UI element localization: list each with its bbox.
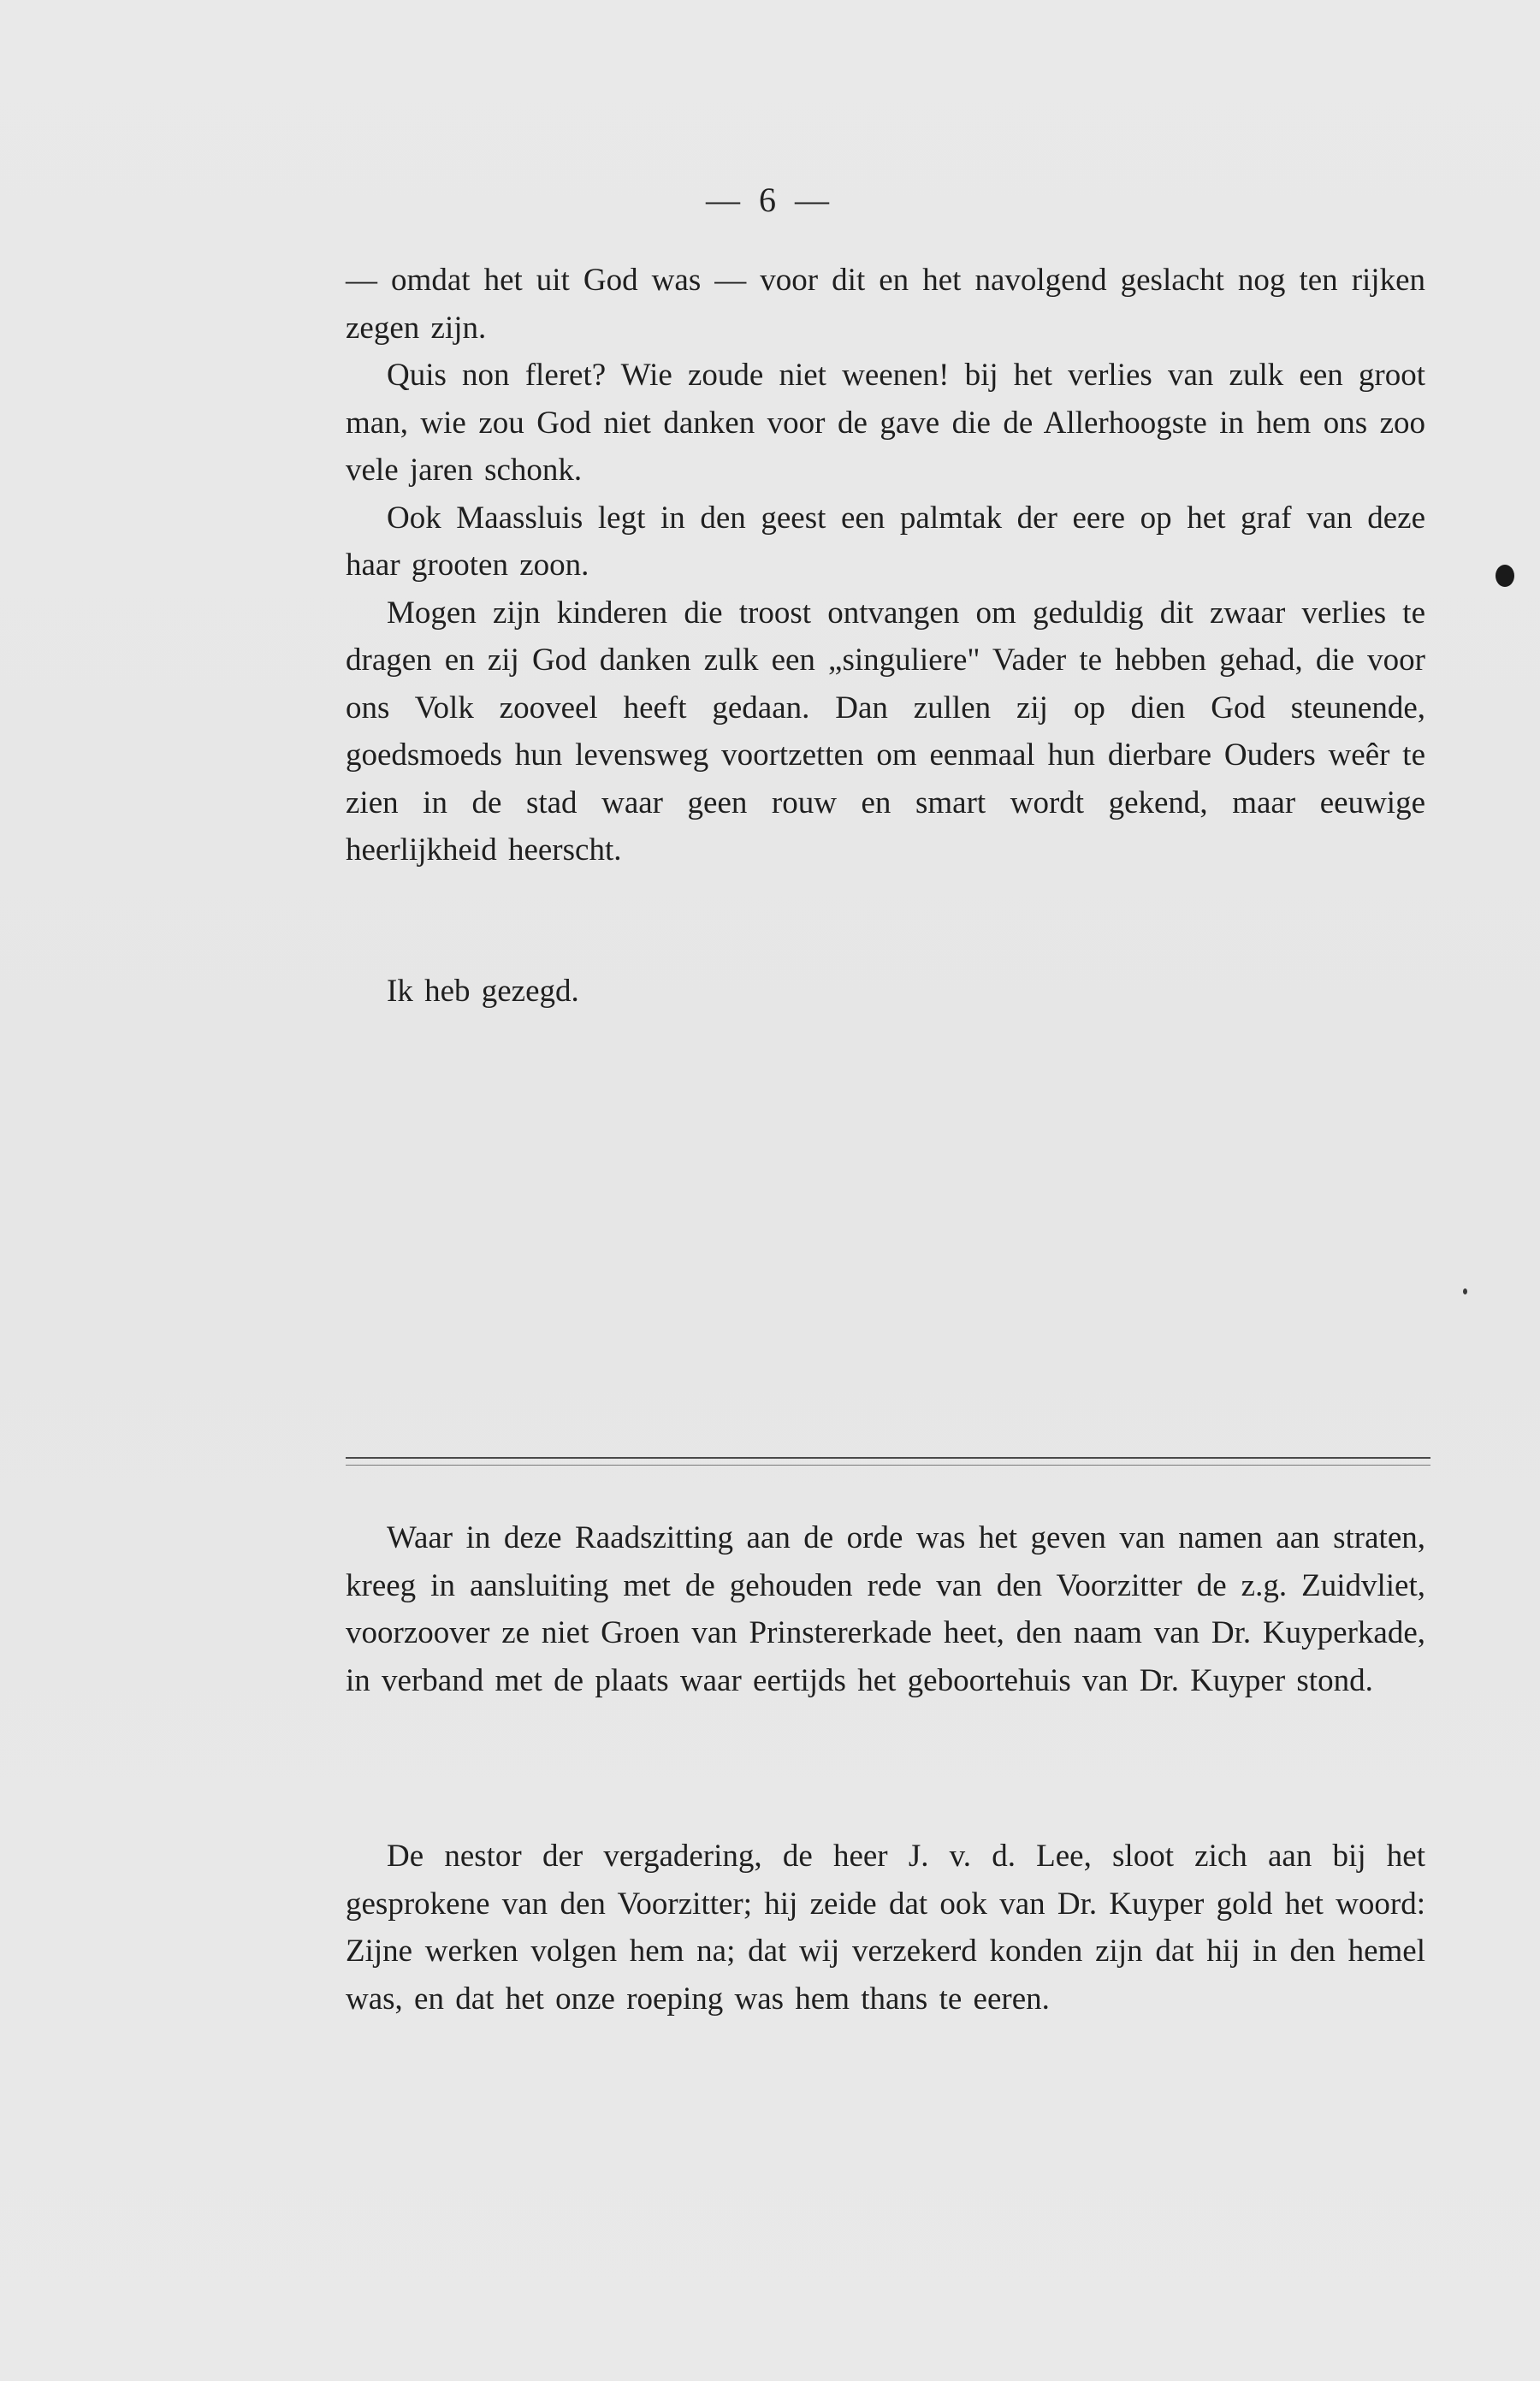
speech-text — [346, 257, 1425, 874]
paragraph: Ook Maassluis legt in den geest een palmtak der eere op het graf van deze haar grooten zoon. — [346, 500, 1425, 583]
council-report — [346, 1514, 1425, 1704]
ink-speck — [1463, 1288, 1467, 1294]
page-number: — 6 — — [706, 181, 834, 219]
ink-blot — [1496, 565, 1514, 587]
paragraph: Quis non fleret? Wie zoude niet weenen! bij het verlies van zulk een groot man, wie zou God niet danken voor de gave die de Allerhoogste in hem ons zoo vele jaren schonk. — [346, 358, 1425, 488]
closing-line: Ik heb gezegd. — [387, 974, 579, 1009]
paragraph: — omdat het uit God was — voor dit en het navolgend geslacht nog ten rijken zegen zijn. — [346, 263, 1425, 346]
section-divider-secondary — [346, 1465, 1430, 1466]
paragraph: Waar in deze Raadszitting aan de orde was het geven van namen aan straten, kreeg in aansluiting met de gehouden rede van den Voorzitter de z.g. Zuidvliet, voorzoover ze niet Groen van Prinstererkade heet, den naam van Dr. Kuyperkade, in verband met de plaats waar eertijds het geboortehuis van Dr. Kuyper stond. — [346, 1520, 1425, 1698]
section-divider — [346, 1457, 1430, 1459]
council-report-continued — [346, 1833, 1425, 2023]
speech-closing — [346, 968, 1425, 1016]
paragraph: Mogen zijn kinderen die troost ontvangen om geduldig dit zwaar verlies te dragen en zij God danken zulk een „singuliere" Vader te hebben gehad, die voor ons Volk zooveel heeft gedaan. Dan zullen zij op dien God steunende, goedsmoeds hun levensweg voortzetten om eenmaal hun dierbare Ouders weêr te zien in de stad waar geen rouw en smart wordt gekend, maar eeuwige heerlijkheid heerscht. — [346, 595, 1425, 868]
paragraph: De nestor der vergadering, de heer J. v. d. Lee, sloot zich aan bij het gesprokene van den Voorzitter; hij zeide dat ook van Dr. Kuyper gold het woord: Zijne werken volgen hem na; dat wij verzekerd konden zijn dat hij in den hemel was, en dat het onze roeping was hem thans te eeren. — [346, 1839, 1425, 2017]
